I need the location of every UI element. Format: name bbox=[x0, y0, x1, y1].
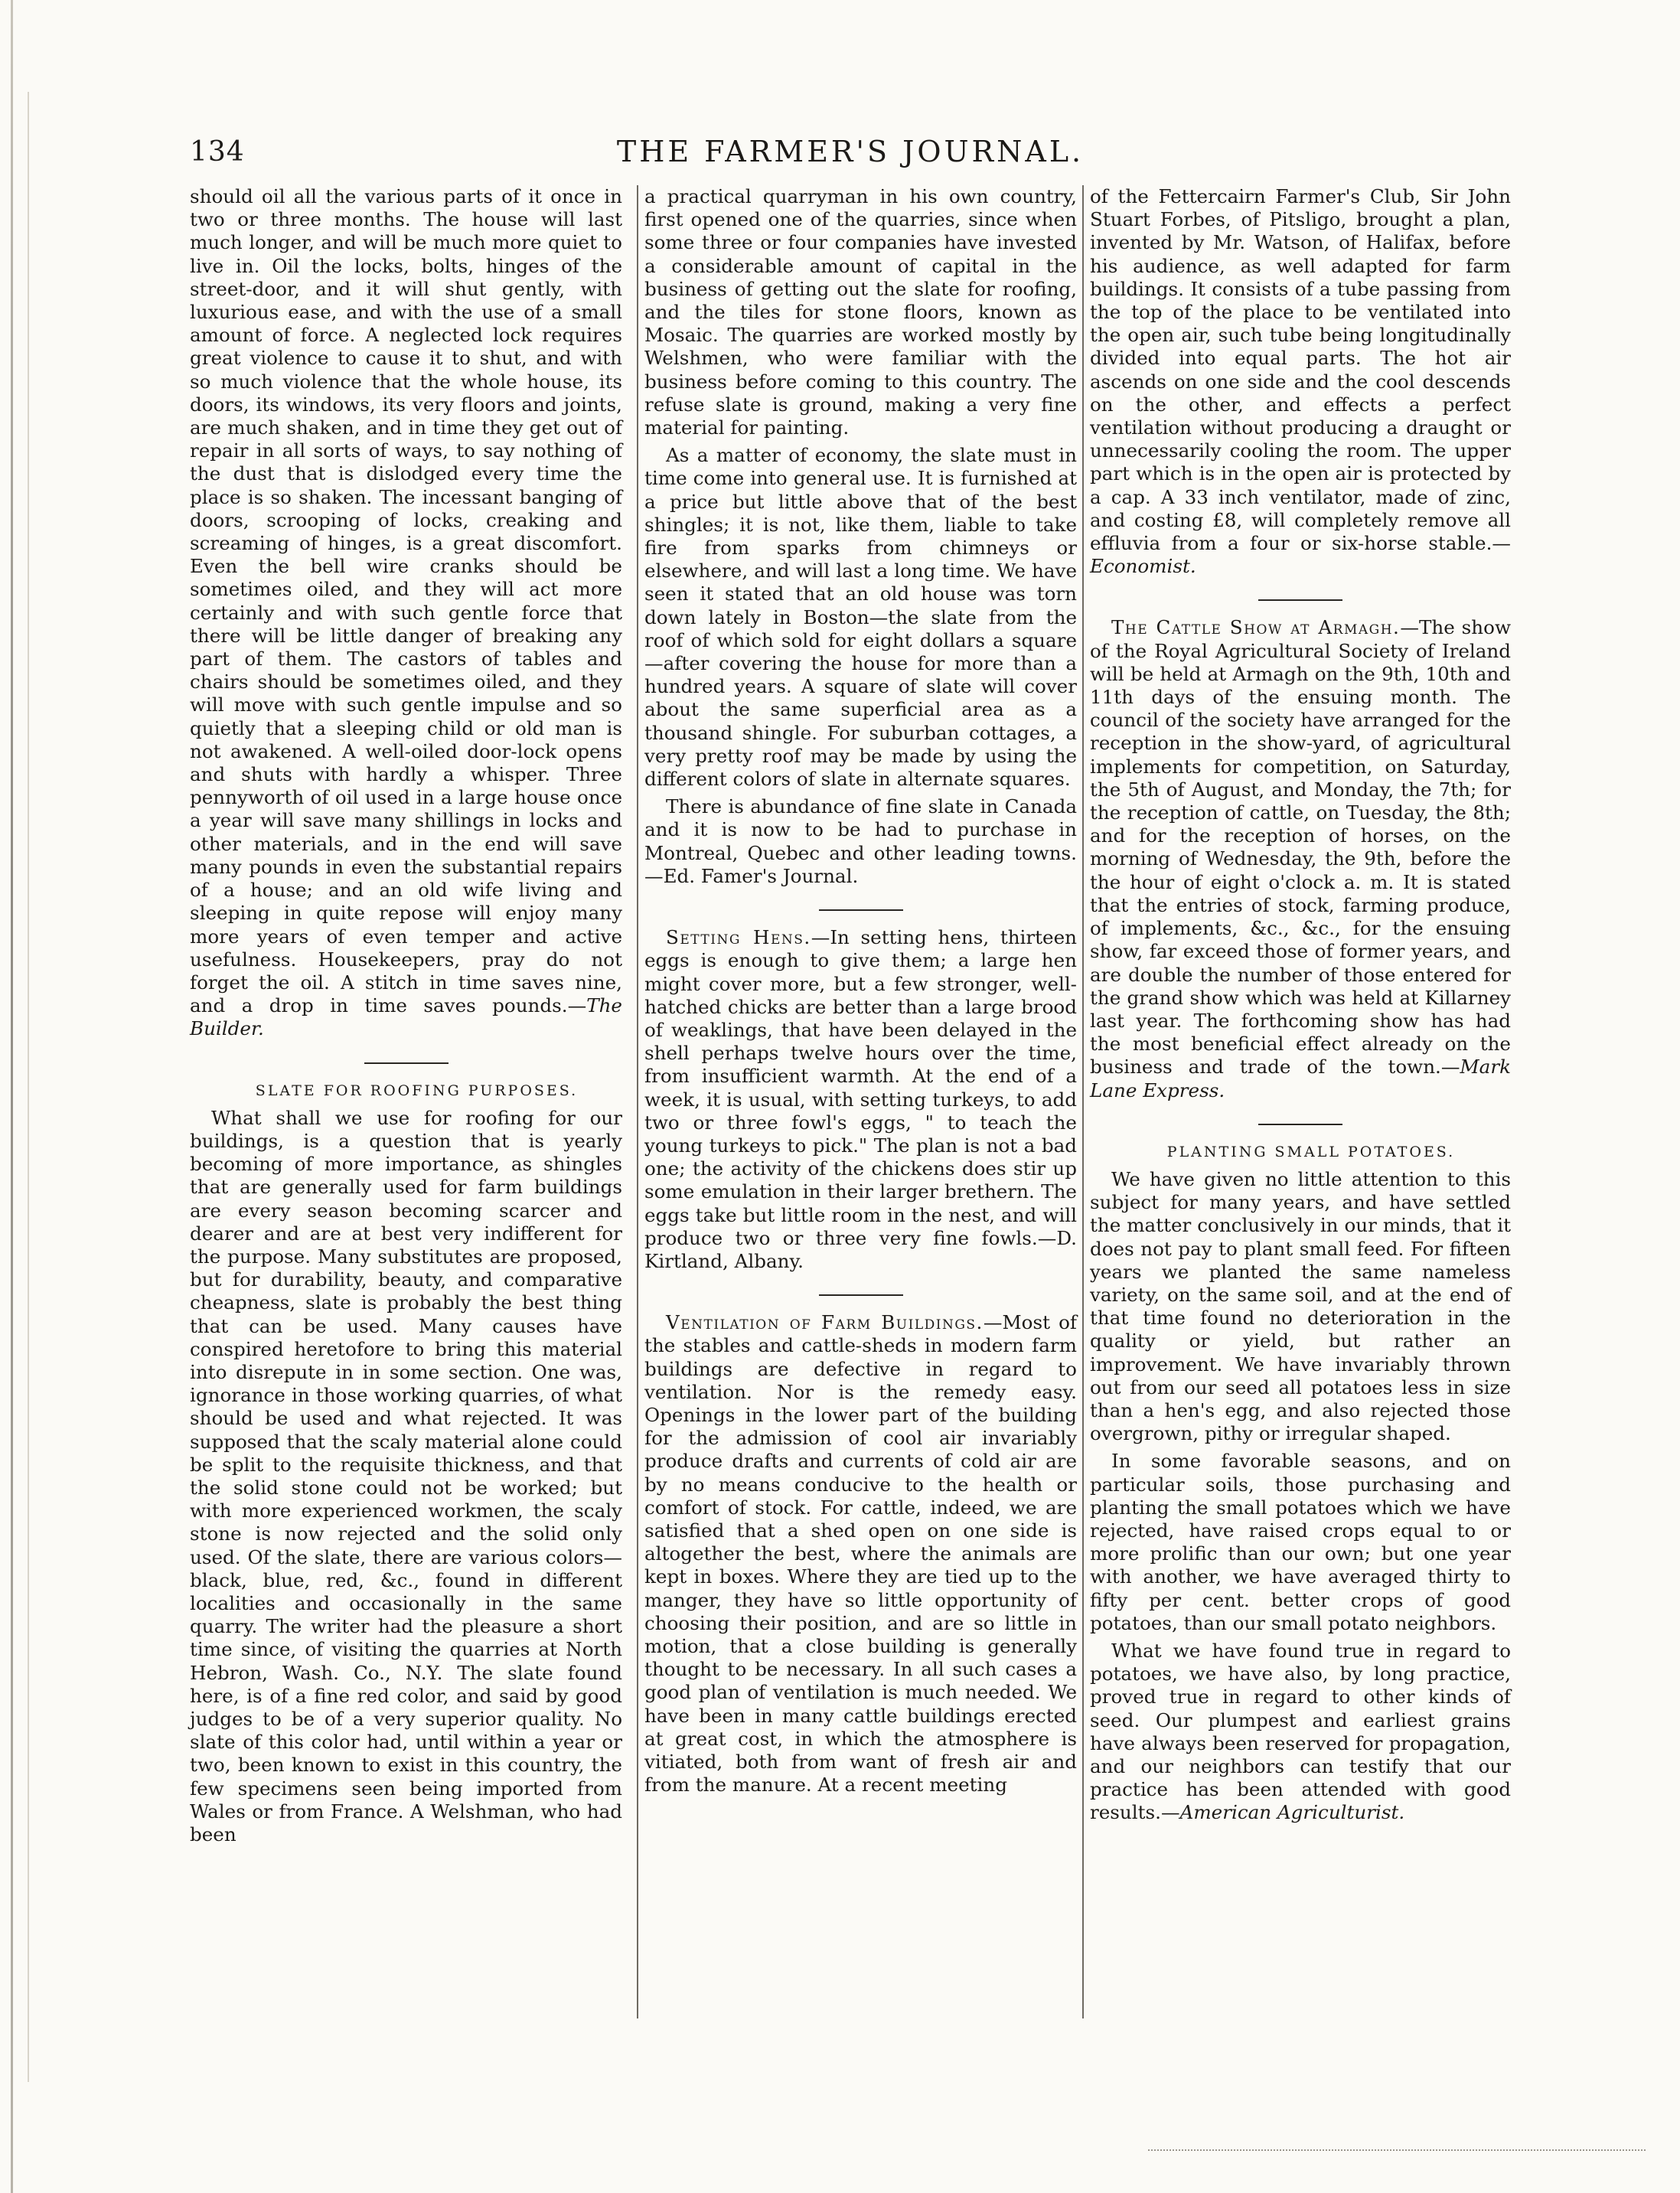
potatoes-paragraph-1: We have given no little attention to this subject for many years, and have settled the matter conclusively in our minds, that it does not pay to plant small feed. For fifteen years we planted the same nameless variety, on the same soil, and at the end of that time found no deterioration in the quality or yield, but rather an improvement. We have invariably thrown out from our seed all potatoes less in size than a hen's egg, and also rejected those overgrown, pithy or irregular shaped. bbox=[1090, 1167, 1511, 1445]
section-divider bbox=[364, 1062, 449, 1064]
section-divider bbox=[819, 1294, 903, 1296]
setting-hens-body: —In setting hens, thirteen eggs is enough to give them; a large hen might cover more, but a few stronger, well-hatched chicks are better than a large brood of weaklings, that have been delayed in the shell perhaps twelve hours over the time, from insufficient warmth. At the end of a week, it is usual, with setting turkeys, to add two or three fowl's eggs, " to teach the young turkeys to pick." The plan is not a bad one; the activity of the chickens does stir up some emulation in their larger brethern. The eggs take but little room in the nest, and will produce two or three very fine fowls.—D. Kirtland, Albany. bbox=[644, 926, 1078, 1272]
setting-hens-article bbox=[644, 926, 1077, 1273]
ventilation-body: —Most of the stables and cattle-sheds in modern farm buildings are defective in regard to ventilation. Nor is the remedy easy. Openings in the lower part of the building for the admission of cool air invariably produce drafts and currents of cold air are by no means conducive to the health or comfort of stock. For cattle, indeed, we are satisfied that a shed open on one side is altogether the best, where the animals are kept in boxes. Where they are tied up to the manger, they have so little opportunity of choosing their position, and are so little in motion, that a close building is generally thought to be necessary. In all such cases a good plan of ventilation is much needed. We have been in many cattle buildings erected at great cost, in which the atmosphere is vitiated, both from want of fresh air and from the manure. At a recent meeting bbox=[644, 1311, 1077, 1796]
ventilation-article bbox=[644, 1311, 1077, 1796]
slate-article-continued: a practical quarryman in his own country, first opened one of the quarries, since when some three or four companies have invested a considerable amount of capital in the business of getting out the slate for roofing, and the tiles for stone floors, known as Mosaic. The quarries are worked mostly by Welshmen, who were familiar with the business before coming to this country. The refuse slate is ground, making a very fine material for painting. bbox=[644, 185, 1077, 439]
slate-article-text: What shall we use for roofing for our buildings, is a question that is yearly becoming of more importance, as shingles that are generally used for farm buildings are every season becoming scarcer and dearer and are at best very indifferent for the purpose. Many substitutes are proposed, but for durability, beauty, and comparative cheapness, slate is probably the best thing that can be used. Many causes have conspired heretofore to bring this material into disrepute in in some section. One was, ignorance in those working quarries, of what should be used and what rejected. It was supposed that the scaly material alone could be split to the requisite thickness, and that the solid stone could not be worked; but with more experienced workmen, the scaly stone is now rejected and the solid only used. Of the slate, there are various colors—black, blue, red, &c., found in different localities and occasionally in the same quarry. The writer had the pleasure a short time since, of visiting the quarries at North Hebron, Wash. Co., N.Y. The slate found here, is of a fine red color, and said by good judges to be of a very superior quality. No slate of this color had, until within a year or two, been known to exist in this country, the few specimens seen being imported from Wales or from France. A Welshman, who had been bbox=[190, 1106, 622, 1846]
slate-economy-paragraph: As a matter of economy, the slate must in time come into general use. It is furnished at a price but little above that of the best shingles; it is not, like them, liable to take fire from sparks from chimneys or elsewhere, and will last a long time. We have seen it stated that an old house was torn down lately in Boston—the slate from the roof of which sold for eight dollars a square —after covering the house for more than a hundred years. A square of slate will cover about the same superficial area as a thousand shingle. For suburban cottages, a very pretty roof may be made by using the different colors of slate in alternate squares. bbox=[644, 444, 1077, 791]
slate-article-title: SLATE FOR ROOFING PURPOSES. bbox=[255, 1082, 579, 1099]
column-1 bbox=[190, 185, 622, 1851]
potatoes-source: American Agriculturist. bbox=[1179, 1801, 1405, 1824]
slate-canada-paragraph: There is abundance of fine slate in Canada and it is now to be had to purchase in Montreal, Quebec and other leading towns. —Ed. Famer's Journal. bbox=[644, 795, 1077, 887]
page-number: 134 bbox=[190, 136, 245, 168]
setting-hens-heading: Setting Hens. bbox=[666, 926, 811, 949]
ventilation-article-continued bbox=[1090, 185, 1511, 578]
cattle-show-article bbox=[1090, 616, 1511, 1101]
ventilation-continued-body: of the Fettercairn Farmer's Club, Sir John Stuart Forbes, of Pitsligo, brought a plan, invented by Mr. Watson, of Halifax, before his audience, as well adapted for farm buildings. It consists of a tube passing from the top of the place to be ventilated into the open air, such tube being longitudinally divided into equal parts. The hot air ascends on one side and the cool descends on the other, and effects a perfect ventilation without producing a draught or unnecessarily cooling the room. The upper part which is in the open air is protected by a cap. A 33 inch ventilator, made of zinc, and costing £8, will completely remove all effluvia from a four or six-horse stable.— bbox=[1090, 185, 1511, 555]
potatoes-paragraph-3-body: What we have found true in regard to potatoes, we have also, by long practice, proved true in regard to other kinds of seed. Our plumpest and earliest grains have always been reserved for propagation, and our neighbors can testify that our practice has been attended with good results.— bbox=[1090, 1639, 1511, 1824]
oil-article-source: The Builder. bbox=[190, 994, 622, 1040]
ventilation-source: Economist. bbox=[1090, 555, 1196, 578]
cattle-show-source: Mark Lane Express. bbox=[1090, 1056, 1511, 1101]
ventilation-heading: Ventilation of Farm Buildings. bbox=[666, 1311, 984, 1334]
column-3 bbox=[1090, 185, 1511, 1829]
potatoes-paragraph-2: In some favorable seasons, and on particular soils, those purchasing and planting the small potatoes which we have rejected, have raised crops equal to or more prolific than our own; but one year with another, we have averaged thirty to fifty per cent. better crops of good potatoes, than our small potato neighbors. bbox=[1090, 1450, 1511, 1634]
page-edge bbox=[11, 0, 13, 2193]
section-divider bbox=[1258, 599, 1342, 601]
cattle-show-heading: The Cattle Show at Armagh. bbox=[1111, 616, 1401, 639]
column-rule-1 bbox=[637, 185, 638, 2018]
page-fold-shadow bbox=[28, 92, 29, 2082]
journal-title: THE FARMER'S JOURNAL. bbox=[616, 135, 1085, 168]
potatoes-article-title: PLANTING SMALL POTATOES. bbox=[1166, 1143, 1456, 1160]
page-header bbox=[190, 130, 1511, 176]
article-columns bbox=[190, 185, 1511, 2022]
oil-article-body: should oil all the various parts of it once in two or three months. The house will last much longer, and will be much more quiet to live in. Oil the locks, bolts, hinges of the street-door, and it will shut gently, with luxurious ease, and with the use of a small amount of force. A neglected lock requires great violence to cause it to shut, and with so much violence that the whole house, its doors, its windows, its very floors and joints, are much shaken, and in time they get out of repair in all sorts of ways, to say nothing of the dust that is dislodged every time the place is so shaken. The incessant banging of doors, scrooping of locks, creaking and screaming of hinges, is a great discomfort. Even the bell wire cranks should be sometimes oiled, and they will act more certainly and with such gentle force that there will be little danger of breaking any part of them. The castors of tables and chairs should be sometimes oiled, and they will move with such gentle impulse and so quietly that a sleeping child or old man is not awakened. A well-oiled door-lock opens and shuts with hardly a whisper. Three pennyworth of oil used in a large house once a year will save many shillings in locks and other materials, and in the end will save many pounds in even the substantial repairs of a house; and an old wife living and sleeping in quite repose will enjoy many more years of even temper and active usefulness. Housekeepers, pray do not forget the oil. A stitch in time saves nine, and a drop in time saves pounds.— bbox=[190, 185, 622, 1017]
section-divider bbox=[1258, 1124, 1342, 1125]
column-rule-2 bbox=[1082, 185, 1084, 2018]
column-2 bbox=[644, 185, 1077, 1801]
oil-article-text bbox=[190, 185, 622, 1041]
potatoes-paragraph-3 bbox=[1090, 1640, 1511, 1825]
section-divider bbox=[819, 909, 903, 911]
footer-dotted-rule bbox=[1148, 2149, 1646, 2152]
cattle-show-body: —The show of the Royal Agricultural Society of Ireland will be held at Armagh on the 9th, 10th and 11th days of the ensuing month. The council of the society have arranged for the reception in the show-yard, of agricultural implements for competition, on Saturday, the 5th of August, and Monday, the 7th; for the reception of cattle, on Tuesday, the 8th; and for the reception of horses, on the morning of Wednesday, the 9th, before the the hour of eight o'clock a. m. It is stated that the entries of stock, farming produce, of implements, &c., &c., for the ensuing show, far exceed those of former years, and are double the number of those entered for the grand show which was held at Killarney last year. The forthcoming show has had the most beneficial effect already on the business and trade of the town.— bbox=[1090, 616, 1511, 1079]
